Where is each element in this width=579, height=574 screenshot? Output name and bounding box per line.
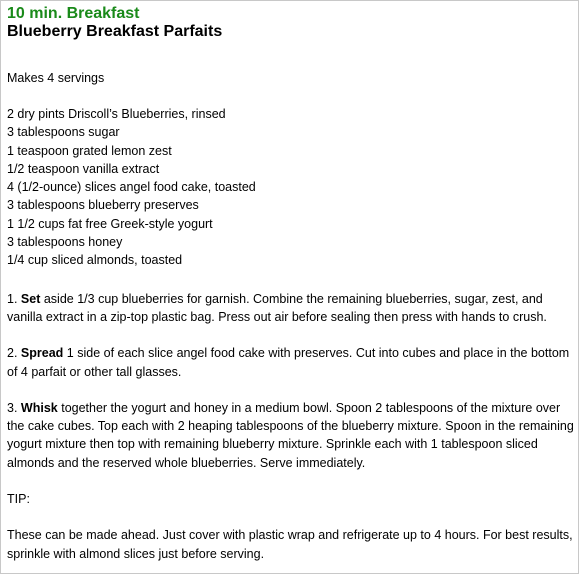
instruction-step-2	[7, 344, 575, 381]
ingredient-item: 1/2 teaspoon vanilla extract	[7, 161, 160, 176]
recipe-category: 10 min. Breakfast	[7, 5, 140, 22]
step-keyword: Set	[20, 291, 41, 306]
ingredient-item: 3 tablespoons sugar	[7, 125, 120, 140]
instruction-step-1	[7, 290, 575, 327]
recipe-servings: Makes 4 servings	[7, 71, 105, 85]
recipe-title: Blueberry Breakfast Parfaits	[7, 23, 223, 40]
step-text: aside 1/3 cup blueberries for garnish. Combine the remaining blueberries, sugar, zest, and vanilla extract in a zip-top plastic bag. Press out air before sealing then press with hands to crush.	[7, 291, 547, 324]
ingredient-item: 1/4 cup sliced almonds, toasted	[7, 253, 183, 268]
ingredient-list	[7, 105, 575, 270]
ingredient-item: 3 tablespoons blueberry preserves	[7, 198, 199, 213]
tip-text: These can be made ahead. Just cover with plastic wrap and refrigerate up to 4 hours. For best results, sprinkle with almond slices just before serving.	[7, 528, 573, 561]
instruction-step-3	[7, 399, 575, 472]
step-number: 1.	[7, 291, 18, 306]
step-number: 2.	[7, 346, 18, 361]
recipe-content	[7, 5, 575, 563]
ingredient-item: 3 tablespoons honey	[7, 235, 123, 250]
ingredient-item: 1 1/2 cups fat free Greek-style yogurt	[7, 216, 213, 231]
tip-label: TIP:	[7, 492, 30, 507]
step-text: together the yogurt and honey in a medium bowl. Spoon 2 tablespoons of the mixture over the cake cubes. Top each with 2 heaping tablespoons of the blueberry mixture. Spoon in the remaining yogurt mixture then top with remaining blueberry mixture. Sprinkle each with 1 tablespoon sliced almonds and the reserved whole blueberries. Serve immediately.	[7, 400, 574, 470]
step-keyword: Spread	[20, 346, 64, 361]
ingredient-item: 1 teaspoon grated lemon zest	[7, 143, 172, 158]
step-text: 1 side of each slice angel food cake with preserves. Cut into cubes and place in the bottom of 4 parfait or other tall glasses.	[7, 346, 570, 379]
ingredient-item: 2 dry pints Driscoll’s Blueberries, rinsed	[7, 107, 226, 121]
step-number: 3.	[7, 400, 18, 415]
ingredient-item: 4 (1/2-ounce) slices angel food cake, toasted	[7, 180, 256, 195]
step-keyword: Whisk	[20, 400, 58, 415]
